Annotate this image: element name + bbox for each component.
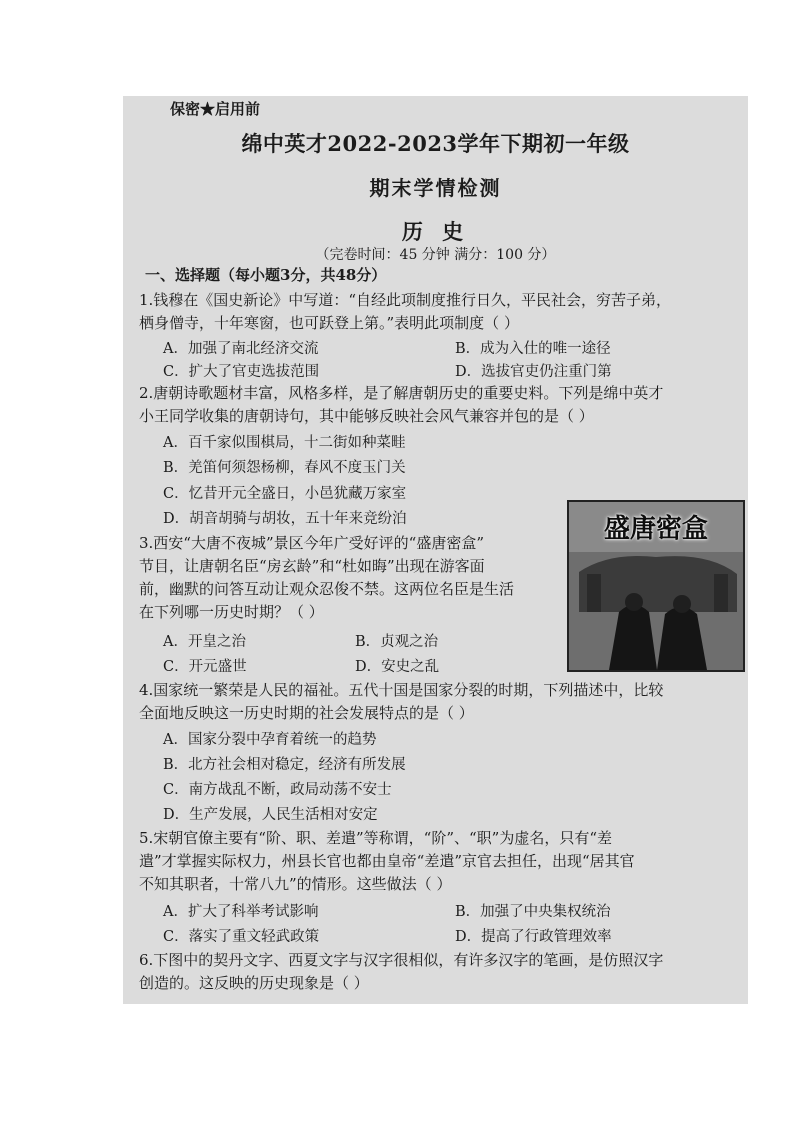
question-2-line-1: 2.唐朝诗歌题材丰富，风格多样，是了解唐朝历史的重要史料。下列是绵中英才 [139, 384, 664, 402]
question-6-line-1: 6.下图中的契丹文字、西夏文字与汉字很相似，有许多汉字的笔画，是仿照汉字 [139, 951, 664, 969]
question-2-option-d: D．胡音胡骑与胡妆，五十年来竞纷泊 [163, 511, 407, 527]
question-5-option-d: D．提高了行政管理效率 [455, 929, 612, 945]
question-5-option-b: B．加强了中央集权统治 [455, 904, 611, 920]
question-2-option-c: C．忆昔开元全盛日，小邑犹藏万家室 [163, 486, 407, 502]
question-3-line-1: 3.西安“大唐不夜城”景区今年广受好评的“盛唐密盒” [139, 534, 484, 552]
question-4-line-2: 全面地反映这一历史时期的社会发展特点的是（ ） [139, 704, 474, 722]
question-3-option-d: D．安史之乱 [355, 659, 440, 675]
question-4-line-1: 4.国家统一繁荣是人民的福祉。五代十国是国家分裂的时期，下列描述中，比较 [139, 681, 664, 699]
question-3-line-2: 节目，让唐朝名臣“房玄龄”和“杜如晦”出现在游客面 [139, 557, 485, 575]
question-4-option-c: C．南方战乱不断，政局动荡不安士 [163, 782, 392, 798]
question-3-line-4: 在下列哪一历史时期？（ ） [139, 603, 324, 621]
question-2-option-b: B．羌笛何须怨杨柳，春风不度玉门关 [163, 460, 406, 476]
question-5-stem [139, 827, 737, 896]
subject-title: 历 史 [401, 219, 470, 244]
question-4-option-a: A．国家分裂中孕育着统一的趋势 [163, 732, 377, 748]
performance-photo-caption: 盛唐密盒 [603, 514, 708, 544]
question-2-stem [139, 382, 737, 428]
question-5-option-a: A．扩大了科举考试影响 [163, 904, 319, 920]
question-1-stem [139, 289, 737, 335]
question-1-option-c: C．扩大了官吏选拔范围 [163, 364, 320, 380]
question-5-line-1: 5.宋朝官僚主要有“阶、职、差遣”等称谓，“阶”、“职”为虚名，只有“差 [139, 829, 612, 847]
question-3-stem [139, 532, 559, 624]
exam-title: 绵中英才2022-2023学年下期初一年级 [241, 131, 630, 156]
performance-photo [567, 500, 745, 672]
question-3-option-a: A．开皇之治 [163, 634, 246, 650]
question-4-option-b: B．北方社会相对稳定，经济有所发展 [163, 757, 406, 773]
question-1-option-a: A．加强了南北经济交流 [163, 341, 319, 357]
question-3-line-3: 前，幽默的问答互动让观众忍俊不禁。这两位名臣是生活 [139, 580, 515, 598]
question-6-stem [139, 949, 737, 995]
question-6-line-2: 创造的。这反映的历史现象是（ ） [139, 974, 369, 992]
question-4-stem [139, 679, 737, 725]
question-5-line-2: 遣”才掌握实际权力，州县长官也都由皇帝“差遣”京官去担任，出现“居其官 [139, 852, 635, 870]
question-1-line-2: 栖身僧寺，十年寒窗，也可跃登上第。”表明此项制度（ ） [139, 314, 519, 332]
exam-meta: （完卷时间：45 分钟 满分：100 分） [315, 247, 556, 263]
question-1-line-1: 1.钱穆在《国史新论》中写道：“自经此项制度推行日久，平民社会，穷苦子弟， [139, 291, 671, 309]
question-1-option-d: D．选拔官吏仍注重门第 [455, 364, 612, 380]
exam-paper [123, 96, 748, 1004]
exam-subtitle: 期末学情检测 [369, 176, 502, 200]
question-2-line-2: 小王同学收集的唐朝诗句，其中能够反映社会风气兼容并包的是（ ） [139, 407, 594, 425]
question-5-line-3: 不知其职者，十常八九”的情形。这些做法（ ） [139, 875, 452, 893]
question-4-option-d: D．生产发展，人民生活相对安定 [163, 807, 378, 823]
question-3-option-c: C．开元盛世 [163, 659, 247, 675]
question-1-option-b: B．成为入仕的唯一途径 [455, 341, 611, 357]
secret-mark: 保密★启用前 [170, 100, 261, 118]
section-title: 一、选择题（每小题3分，共48分） [145, 266, 387, 284]
question-3-option-b: B．贞观之治 [355, 634, 439, 650]
question-5-option-c: C．落实了重文轻武政策 [163, 929, 320, 945]
question-2-option-a: A．百千家似围棋局，十二街如种菜畦 [163, 435, 406, 451]
